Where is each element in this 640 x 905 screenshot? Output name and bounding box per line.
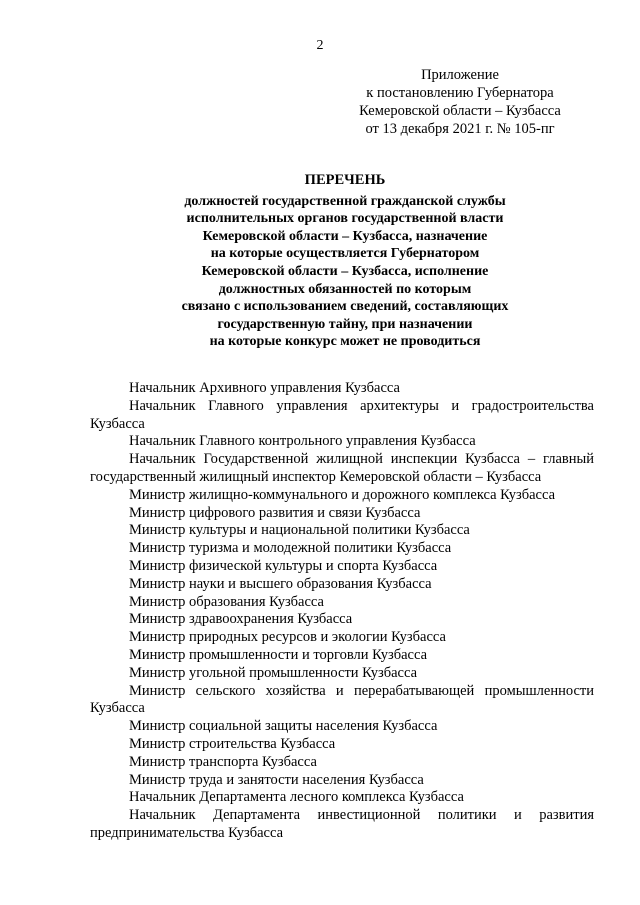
list-item: Министр физической культуры и спорта Кузбасса (129, 557, 438, 574)
list-item: Начальник Департамента лесного комплекса Кузбасса (129, 789, 464, 806)
list-item: Министр транспорта Кузбасса (129, 753, 317, 770)
list-item: Министр социальной защиты населения Кузбасса (129, 718, 438, 735)
page-number: 2 (316, 38, 324, 53)
list-item: Министр природных ресурсов и экологии Кузбасса (129, 629, 446, 646)
list-item: Министр строительства Кузбасса (129, 735, 336, 752)
list-item: Министр образования Кузбасса (129, 593, 324, 610)
list-item: Начальник Архивного управления Кузбасса (129, 380, 400, 396)
title-heading: ПЕРЕЧЕНЬ (304, 172, 386, 188)
appendix-line: Кемеровской области – Кузбасса (359, 103, 561, 119)
title-line: государственную тайну, при назначении (217, 316, 473, 332)
title-line: исполнительных органов государственной власти (186, 211, 504, 227)
title-line: на которые осуществляется Губернатором (210, 246, 480, 262)
list-item: Начальник Государственной жилищной инспекции Кузбасса – главный государственный жилищный инспектор Кемеровской области – Кузбасса (90, 451, 594, 485)
title-line: на которые конкурс может не проводиться (209, 334, 481, 350)
appendix-line: Приложение (421, 67, 499, 83)
list-item: Министр угольной промышленности Кузбасса (129, 664, 418, 681)
list-item: Министр науки и высшего образования Кузбасса (129, 575, 432, 592)
list-item: Министр сельского хозяйства и перерабатывающей промышленности Кузбасса (90, 682, 594, 717)
positions-list (90, 380, 594, 843)
list-item: Министр труда и занятости населения Кузбасса (129, 771, 424, 788)
title-subtitle (90, 193, 600, 351)
list-item: Министр цифрового развития и связи Кузбасса (129, 504, 421, 521)
list-item: Министр здравоохранения Кузбасса (129, 611, 353, 628)
list-item: Министр жилищно-коммунального и дорожного комплекса Кузбасса (129, 486, 556, 503)
list-item: Министр туризма и молодежной политики Кузбасса (129, 540, 452, 557)
list-item: Министр культуры и национальной политики Кузбасса (129, 522, 470, 539)
appendix-line: от 13 декабря 2021 г. № 105-пг (365, 121, 555, 137)
list-item: Начальник Департамента инвестиционной политики и развития предпринимательства Кузбасса (90, 807, 594, 841)
title-line: связано с использованием сведений, составляющих (181, 299, 509, 315)
title-line: должностей государственной гражданской службы (184, 193, 506, 209)
list-item: Министр промышленности и торговли Кузбасса (129, 646, 428, 663)
document-title (90, 172, 600, 351)
appendix-line: к постановлению Губернатора (366, 85, 554, 101)
list-item: Начальник Главного контрольного управления Кузбасса (129, 433, 476, 450)
appendix-header (330, 66, 590, 138)
list-item: Начальник Главного управления архитектуры и градостроительства Кузбасса (90, 397, 594, 432)
title-line: должностных обязанностей по которым (218, 281, 472, 297)
title-line: Кемеровской области – Кузбасса, назначение (202, 228, 488, 244)
title-line: Кемеровской области – Кузбасса, исполнение (201, 263, 489, 279)
